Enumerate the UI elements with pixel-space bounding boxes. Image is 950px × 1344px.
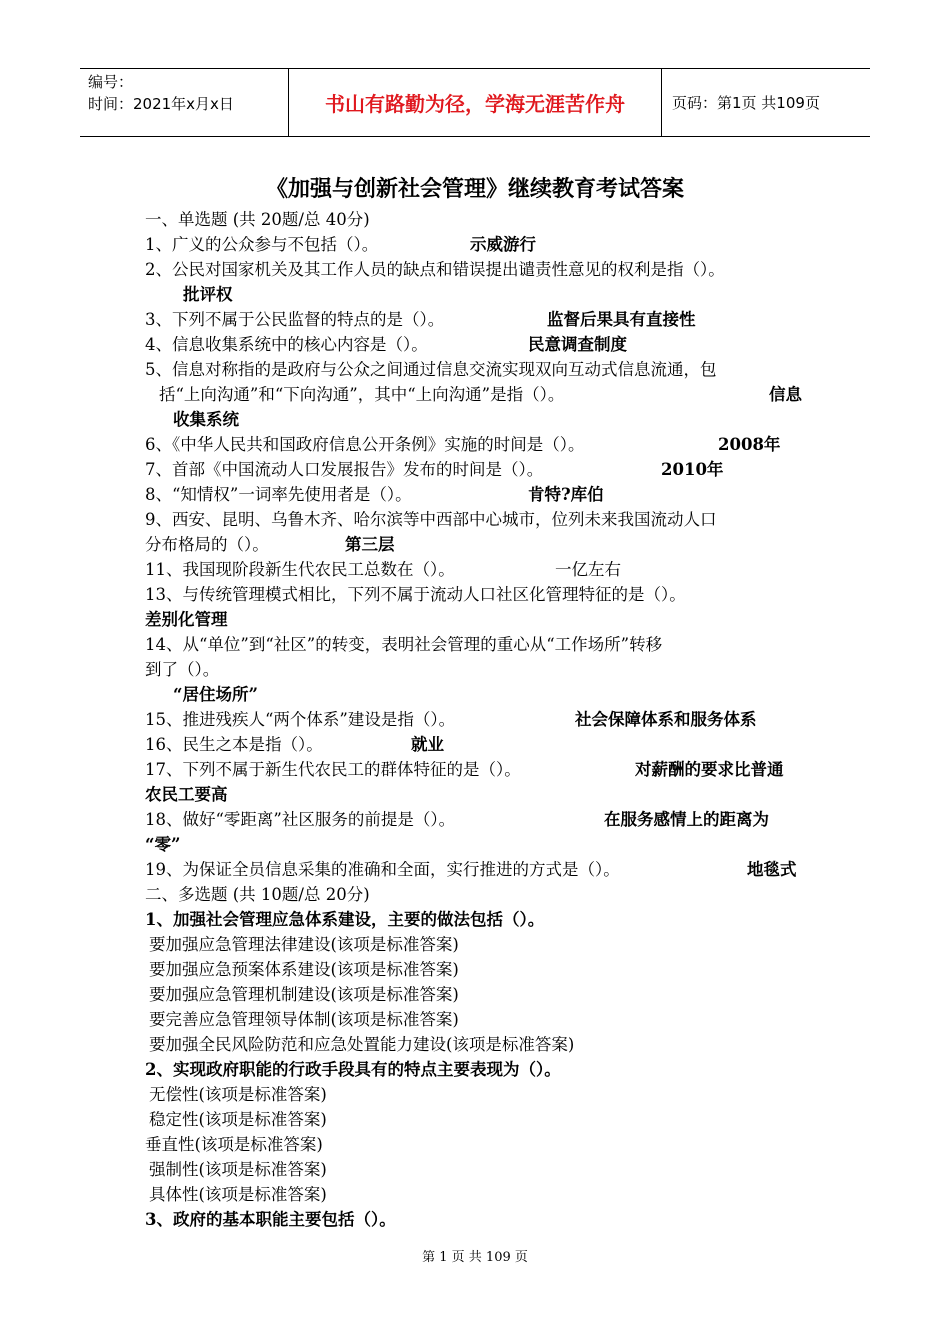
answer-5-cont <box>145 407 825 432</box>
question-text: 4、信息收集系统中的核心内容是（）。 <box>145 335 428 354</box>
question-text: 18、做好“零距离”社区服务的前提是（）。 <box>145 810 456 829</box>
answer-18-cont: “零” <box>145 835 181 854</box>
answer-text: 信息 <box>769 385 802 404</box>
question-text: 15、推进残疾人“两个体系”建设是指（）。 <box>145 710 456 729</box>
answer-17-cont: 农民工要高 <box>145 785 228 804</box>
option-item: 要加强应急预案体系建设(该项是标准答案) <box>149 960 459 979</box>
question-text: 11、我国现阶段新生代农民工总数在（）。 <box>145 560 455 579</box>
header-page-info: 页码：第1页 共109页 <box>672 94 820 112</box>
option-item: 要加强全民风险防范和应急处置能力建设(该项是标准答案) <box>149 1035 575 1054</box>
question-text: 7、首部《中国流动人口发展报告》发布的时间是（）。 <box>145 460 544 479</box>
answer-text: 第三层 <box>345 535 395 554</box>
question-13: 13、与传统管理模式相比，下列不属于流动人口社区化管理特征的是（）。 <box>145 585 686 604</box>
answer-text: 民意调查制度 <box>528 335 627 354</box>
question-5: 5、信息对称指的是政府与公众之间通过信息交流实现双向互动式信息流通，包 <box>145 360 717 379</box>
question-6 <box>145 432 825 457</box>
option-item: 要加强应急管理法律建设(该项是标准答案) <box>149 935 459 954</box>
question-2: 2、公民对国家机关及其工作人员的缺点和错误提出谴责性意见的权利是指（）。 <box>145 260 725 279</box>
option-item: 稳定性(该项是标准答案) <box>149 1110 327 1129</box>
page-header <box>80 68 870 137</box>
answer-text: 示威游行 <box>470 235 536 254</box>
option-item: 要完善应急管理领导体制(该项是标准答案) <box>149 1010 459 1029</box>
document-date-label: 时间：2021年x月x日 <box>88 95 234 113</box>
question-5-cont <box>145 382 825 407</box>
option-item: 强制性(该项是标准答案) <box>149 1160 327 1179</box>
question-1 <box>145 232 825 257</box>
option-item: 无偿性(该项是标准答案) <box>149 1085 327 1104</box>
question-4 <box>145 332 825 357</box>
option-item: 要加强应急管理机制建设(该项是标准答案) <box>149 985 459 1004</box>
question-3 <box>145 307 825 332</box>
question-9-cont <box>145 532 825 557</box>
answer-text: 收集系统 <box>173 410 239 429</box>
multi-question-1: 1、加强社会管理应急体系建设，主要的做法包括（）。 <box>145 910 545 929</box>
answer-14 <box>145 682 825 707</box>
answer-text: 批评权 <box>183 285 233 304</box>
answer-text: 地毯式 <box>747 860 797 879</box>
question-7 <box>145 457 825 482</box>
question-text: 括“上向沟通”和“下向沟通”，其中“上向沟通”是指（）。 <box>159 385 565 404</box>
header-motto: 书山有路勤为径，学海无涯苦作舟 <box>288 69 662 136</box>
answer-text: 就业 <box>411 735 444 754</box>
question-text: 8、“知情权”一词率先使用者是（）。 <box>145 485 412 504</box>
answer-text: 2008年 <box>718 435 781 454</box>
answer-text: 2010年 <box>661 460 724 479</box>
question-text: 16、民生之本是指（）。 <box>145 735 323 754</box>
question-19 <box>145 857 825 882</box>
option-item: 具体性(该项是标准答案) <box>149 1185 327 1204</box>
question-text: 3、下列不属于公民监督的特点的是（）。 <box>145 310 445 329</box>
question-14: 14、从“单位”到“社区”的转变，表明社会管理的重心从“工作场所”转移 <box>145 635 663 654</box>
answer-13: 差别化管理 <box>145 610 228 629</box>
question-text: 17、下列不属于新生代农民工的群体特征的是（）。 <box>145 760 521 779</box>
question-18 <box>145 807 825 832</box>
question-8 <box>145 482 825 507</box>
answer-text: 对薪酬的要求比普通 <box>635 760 784 779</box>
multi-question-2: 2、实现政府职能的行政手段具有的特点主要表现为（）。 <box>145 1060 561 1079</box>
document-title: 《加强与创新社会管理》继续教育考试答案 <box>265 177 684 202</box>
question-16 <box>145 732 825 757</box>
page-footer: 第 1 页 共 109 页 <box>422 1250 528 1265</box>
answer-text: 监督后果具有直接性 <box>547 310 696 329</box>
question-text: 19、为保证全员信息采集的准确和全面，实行推进的方式是（）。 <box>145 860 620 879</box>
header-meta <box>80 69 288 136</box>
answer-text: “居住场所” <box>173 685 258 704</box>
question-17 <box>145 757 825 782</box>
answer-text: 肯特?库伯 <box>528 485 604 504</box>
section-heading: 二、多选题 (共 10题/总 20分) <box>145 885 370 904</box>
question-9: 9、西安、昆明、乌鲁木齐、哈尔滨等中西部中心城市，位列未来我国流动人口 <box>145 510 717 529</box>
multi-question-3: 3、政府的基本职能主要包括（）。 <box>145 1210 396 1229</box>
document-body <box>145 207 825 1232</box>
question-11 <box>145 557 825 582</box>
question-text: 1、广义的公众参与不包括（）。 <box>145 235 379 254</box>
document-number-label: 编号： <box>88 73 134 91</box>
question-text: 分布格局的（）。 <box>145 535 269 554</box>
option-item: 垂直性(该项是标准答案) <box>145 1135 323 1154</box>
question-15 <box>145 707 825 732</box>
answer-text: 在服务感情上的距离为 <box>604 810 769 829</box>
question-14-cont: 到了（）。 <box>145 660 220 679</box>
answer-text: 一亿左右 <box>555 560 621 579</box>
answer-text: 社会保障体系和服务体系 <box>575 710 757 729</box>
section-heading: 一、单选题 (共 20题/总 40分) <box>145 210 370 229</box>
answer-2 <box>145 282 825 307</box>
question-text: 6、《中华人民共和国政府信息公开条例》实施的时间是（）。 <box>145 435 585 454</box>
